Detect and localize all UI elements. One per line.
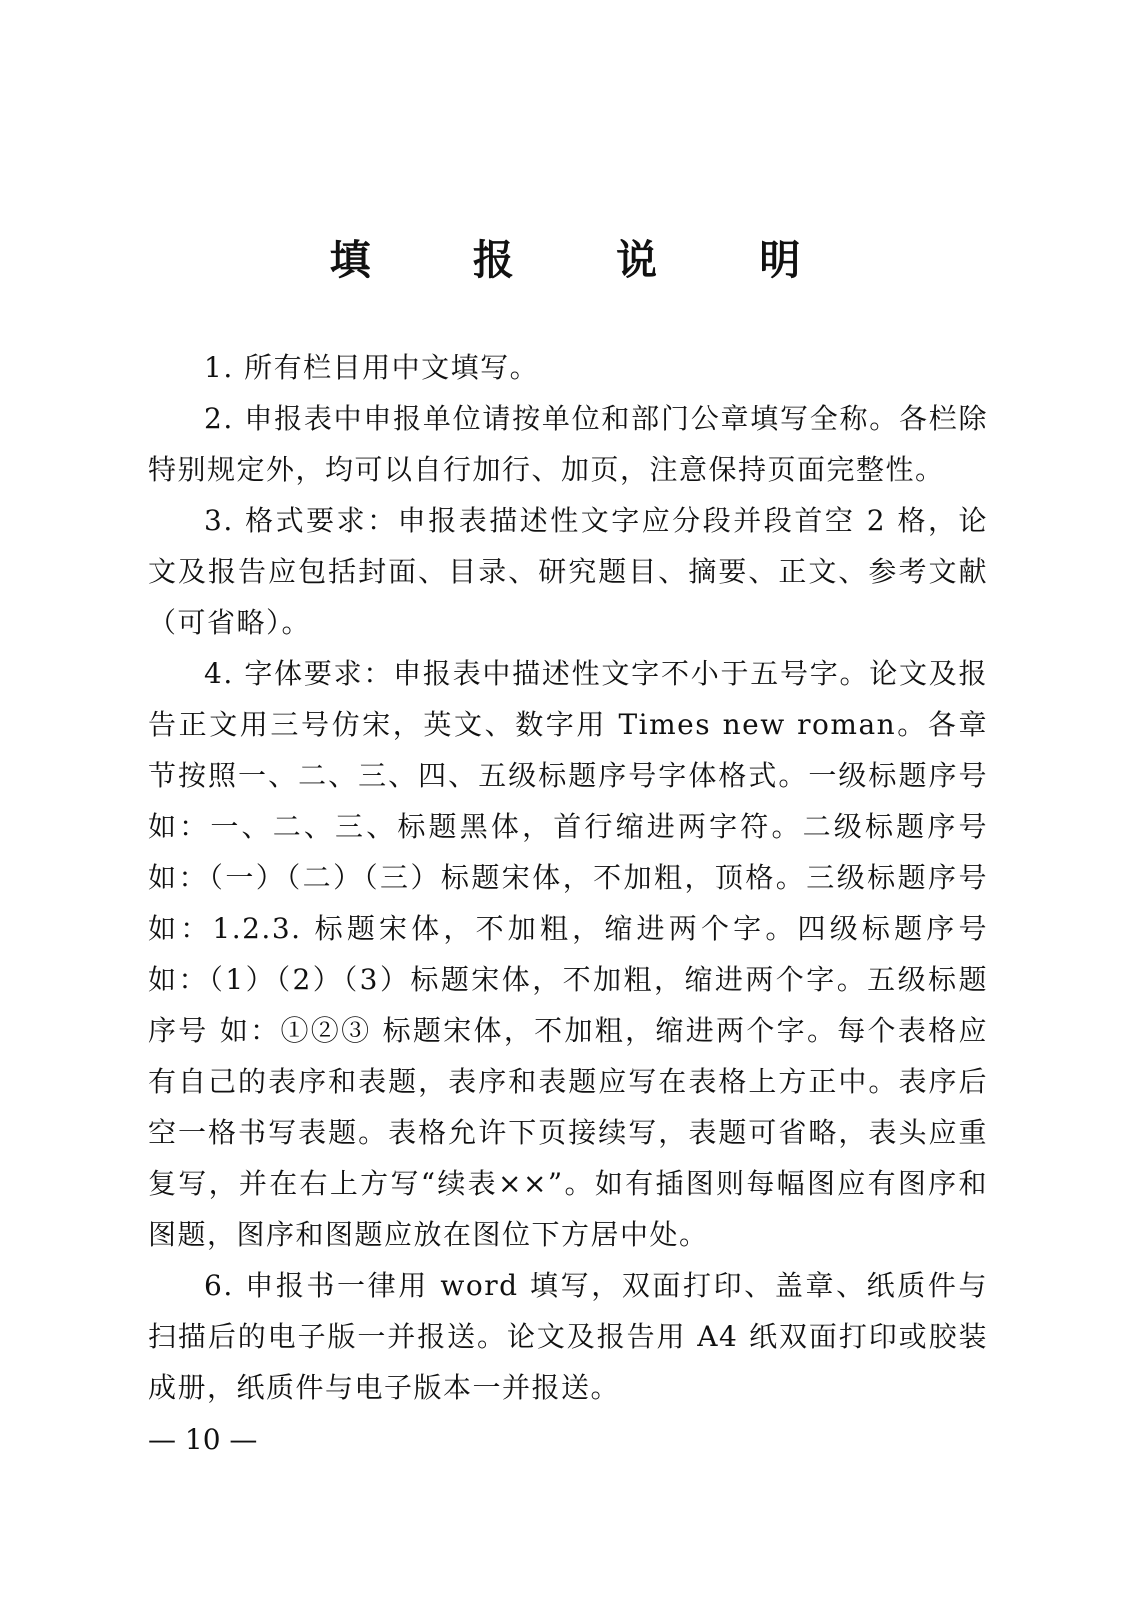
instruction-item-1: 1. 所有栏目用中文填写。: [204, 351, 540, 384]
page-number: — 10 —: [148, 1423, 258, 1456]
instructions-body: [148, 342, 988, 1413]
instruction-item-3: 3. 格式要求：申报表描述性文字应分段并段首空 2 格，论文及报告应包括封面、目录、研究题目、摘要、正文、参考文献（可省略）。: [148, 504, 988, 639]
page-title: 填 报 说 明: [329, 236, 845, 284]
instruction-item-2: 2. 申报表中申报单位请按单位和部门公章填写全称。各栏除特别规定外，均可以自行加行、加页，注意保持页面完整性。: [148, 402, 988, 486]
instruction-item-4: 4. 字体要求：申报表中描述性文字不小于五号字。论文及报告正文用三号仿宋，英文、数字用 Times new roman。各章节按照一、二、三、四、五级标题序号字体格式。一级标题序号 如：一、二、三、标题黑体，首行缩进两字符。二级标题序号 如：（一）（二）（三）标题宋体，不加粗，顶格。三级标题序号 如：1.2.3. 标题宋体，不加粗，缩进两个字。四级标题序号 如：（1）（2）（3）标题宋体，不加粗，缩进两个字。五级标题序号 如：①②③ 标题宋体，不加粗，缩进两个字。每个表格应有自己的表序和表题，表序和表题应写在表格上方正中。表序后空一格书写表题。表格允许下页接续写，表题可省略，表头应重复写，并在右上方写“续表××”。如有插图则每幅图应有图序和图题，图序和图题应放在图位下方居中处。: [148, 657, 988, 1251]
instruction-item-6: 6. 申报书一律用 word 填写，双面打印、盖章、纸质件与扫描后的电子版一并报送。论文及报告用 A4 纸双面打印或胶装成册，纸质件与电子版本一并报送。: [148, 1269, 988, 1404]
